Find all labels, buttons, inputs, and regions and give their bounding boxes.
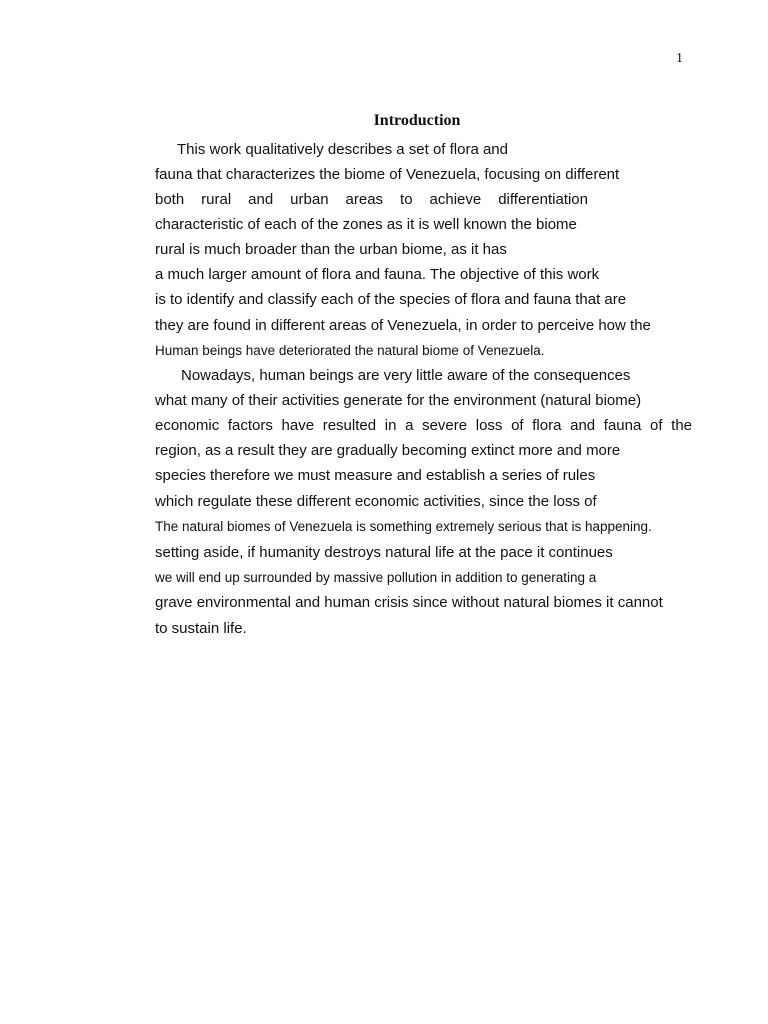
- body-line: to sustain life.: [155, 620, 247, 637]
- body-line: setting aside, if humanity destroys natural life at the pace it continues: [155, 544, 613, 561]
- body-line: Human beings have deteriorated the natural biome of Venezuela.: [155, 343, 545, 358]
- body-line: rural is much broader than the urban biome, as it has: [155, 241, 507, 258]
- body-line: both rural and urban areas to achieve differentiation: [155, 191, 588, 208]
- body-line: species therefore we must measure and establish a series of rules: [155, 467, 596, 484]
- body-line: which regulate these different economic activities, since the loss of: [155, 493, 597, 510]
- body-line: region, as a result they are gradually becoming extinct more and more: [155, 442, 621, 459]
- body-line: The natural biomes of Venezuela is something extremely serious that is happening.: [155, 519, 652, 534]
- body-line: economic factors have resulted in a severe loss of flora and fauna of the: [155, 417, 692, 434]
- page-number: 1: [676, 51, 683, 66]
- body-line: they are found in different areas of Venezuela, in order to perceive how the: [155, 317, 651, 334]
- section-heading: Introduction: [373, 112, 461, 129]
- body-line: a much larger amount of flora and fauna. The objective of this work: [155, 266, 600, 283]
- body-line: fauna that characterizes the biome of Venezuela, focusing on different: [155, 166, 620, 183]
- body-line: grave environmental and human crisis since without natural biomes it cannot: [155, 594, 663, 611]
- body-line: Nowadays, human beings are very little aware of the consequences: [181, 367, 631, 384]
- body-line: This work qualitatively describes a set of flora and: [177, 141, 508, 158]
- body-line: what many of their activities generate for the environment (natural biome): [155, 392, 642, 409]
- body-line: characteristic of each of the zones as it is well known the biome: [155, 216, 577, 233]
- body-line: is to identify and classify each of the species of flora and fauna that are: [155, 291, 627, 308]
- body-line: we will end up surrounded by massive pollution in addition to generating a: [155, 570, 597, 585]
